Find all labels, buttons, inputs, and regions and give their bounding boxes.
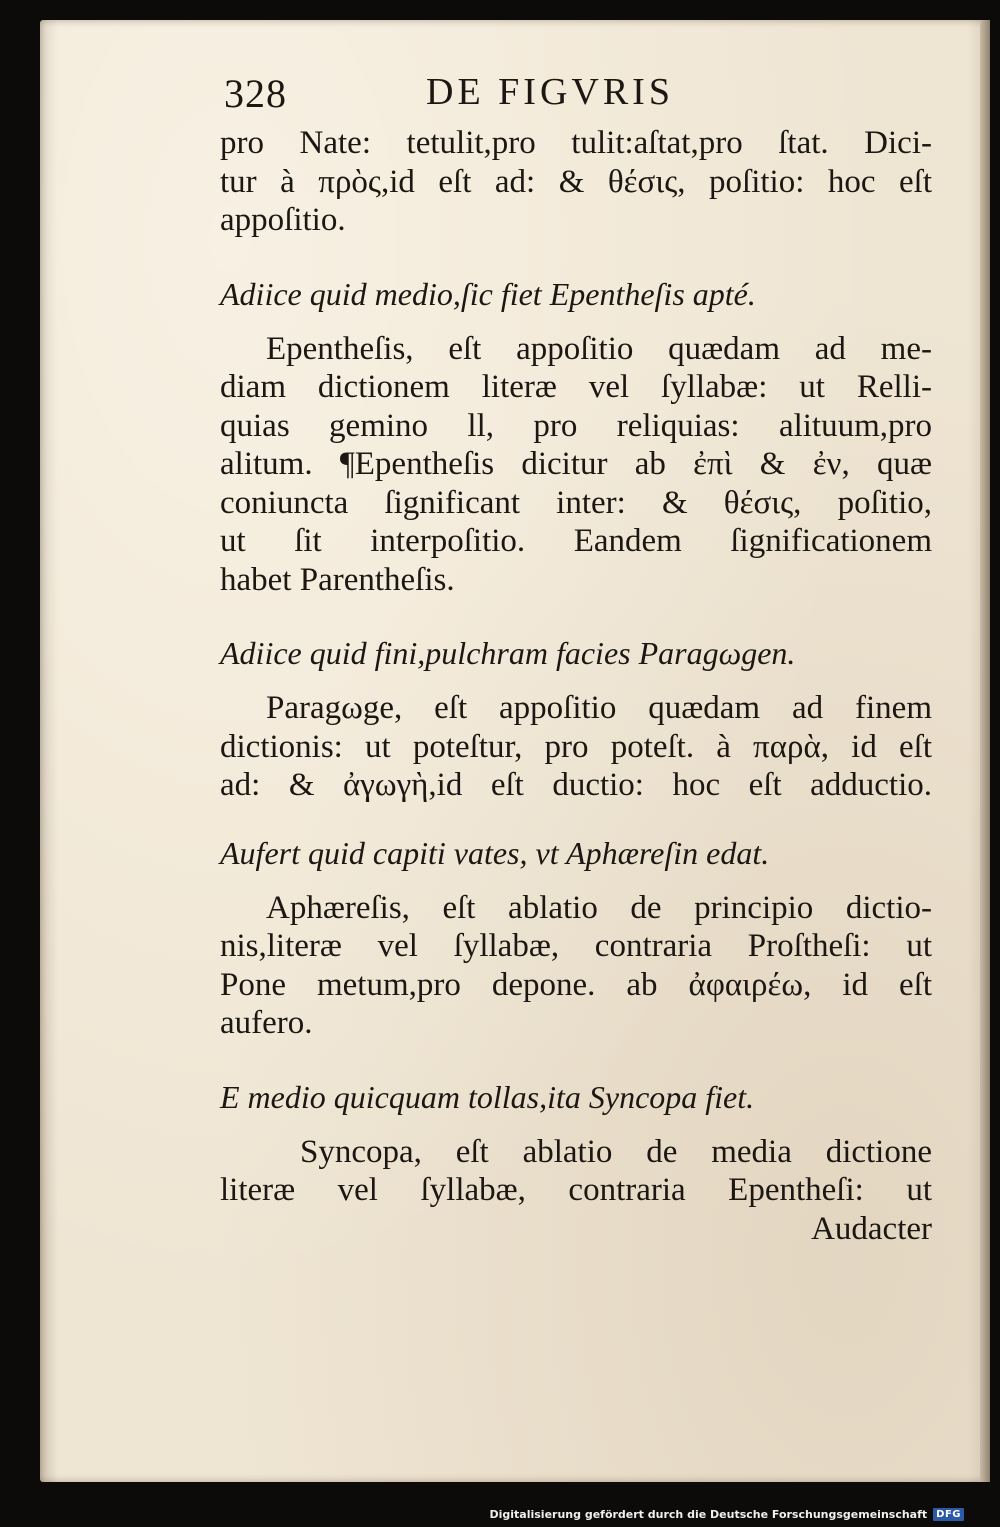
text-line: Paragωge, eſt appoſitio quædam ad finem — [266, 690, 932, 726]
digitization-credit — [489, 1503, 964, 1525]
verse-line: Adiice quid medio,ſic fiet Epentheſis apté. — [220, 275, 756, 312]
text-line: habet Parentheſis. — [220, 561, 455, 598]
paragraph — [220, 1133, 932, 1210]
text-line: diam dictionem literæ vel ſyllabæ: ut Relli- — [220, 369, 932, 405]
text-line: alitum. ¶Epentheſis dicitur ab ἐπὶ & ἐν, quæ — [220, 446, 932, 482]
text-line: Syncopa, eſt ablatio de media dictione — [300, 1133, 932, 1170]
paragraph — [220, 689, 932, 805]
text-line: coniuncta ſignificant inter: & θέσις, poſitio, — [220, 484, 932, 521]
paragraph — [220, 124, 932, 240]
catchword: Audacter — [811, 1210, 932, 1247]
page-number: 328 — [224, 71, 287, 116]
credit-text: Digitalisierung gefördert durch die Deutsche Forschungsgemeinschaft — [489, 1507, 928, 1521]
text-line: ut ſit interpoſitio. Eandem ſignificationem — [220, 523, 932, 559]
running-title: DE FIGVRIS — [426, 71, 674, 113]
verse-line: Aufert quid capiti vates, vt Aphæreſin edat. — [220, 834, 770, 871]
text-line: aufero. — [220, 1005, 313, 1041]
dfg-logo: DFG — [933, 1508, 964, 1521]
text-line: quias gemino ll, pro reliquias: alituum,pro — [220, 407, 932, 444]
page-edge — [980, 20, 990, 1482]
verse-line: E medio quicquam tollas,ita Syncopa fiet. — [220, 1078, 755, 1115]
verse-line: Adiice quid fini,pulchram facies Paragωgen. — [220, 635, 796, 671]
text-line: tur à πρὸς,id eſt ad: & θέσις, poſitio: hoc eſt — [220, 163, 932, 200]
text-line: Pone metum,pro depone. ab ἀφαιρέω, id eſt — [220, 966, 932, 1003]
text-line: appoſitio. — [220, 202, 346, 238]
text-line: Aphæreſis, eſt ablatio de principio dictio- — [266, 889, 932, 926]
paragraph — [220, 889, 932, 1043]
text-line: ad: & ἀγωγὴ,id eſt ductio: hoc eſt adductio. — [220, 767, 932, 803]
text-line: literæ vel ſyllabæ, contraria Epentheſi: ut — [220, 1172, 932, 1208]
text-line: dictionis: ut poteſtur, pro poteſt. à παρὰ, id eſt — [220, 728, 932, 765]
text-line: nis,literæ vel ſyllabæ, contraria Proſtheſi: ut — [220, 928, 932, 964]
page-text — [220, 60, 932, 1248]
paragraph — [220, 330, 932, 600]
page-header — [220, 60, 932, 124]
text-line: Epentheſis, eſt appoſitio quædam ad me- — [266, 330, 932, 367]
text-line: pro Nate: tetulit,pro tulit:aſtat,pro ſtat. Dici- — [220, 125, 932, 161]
